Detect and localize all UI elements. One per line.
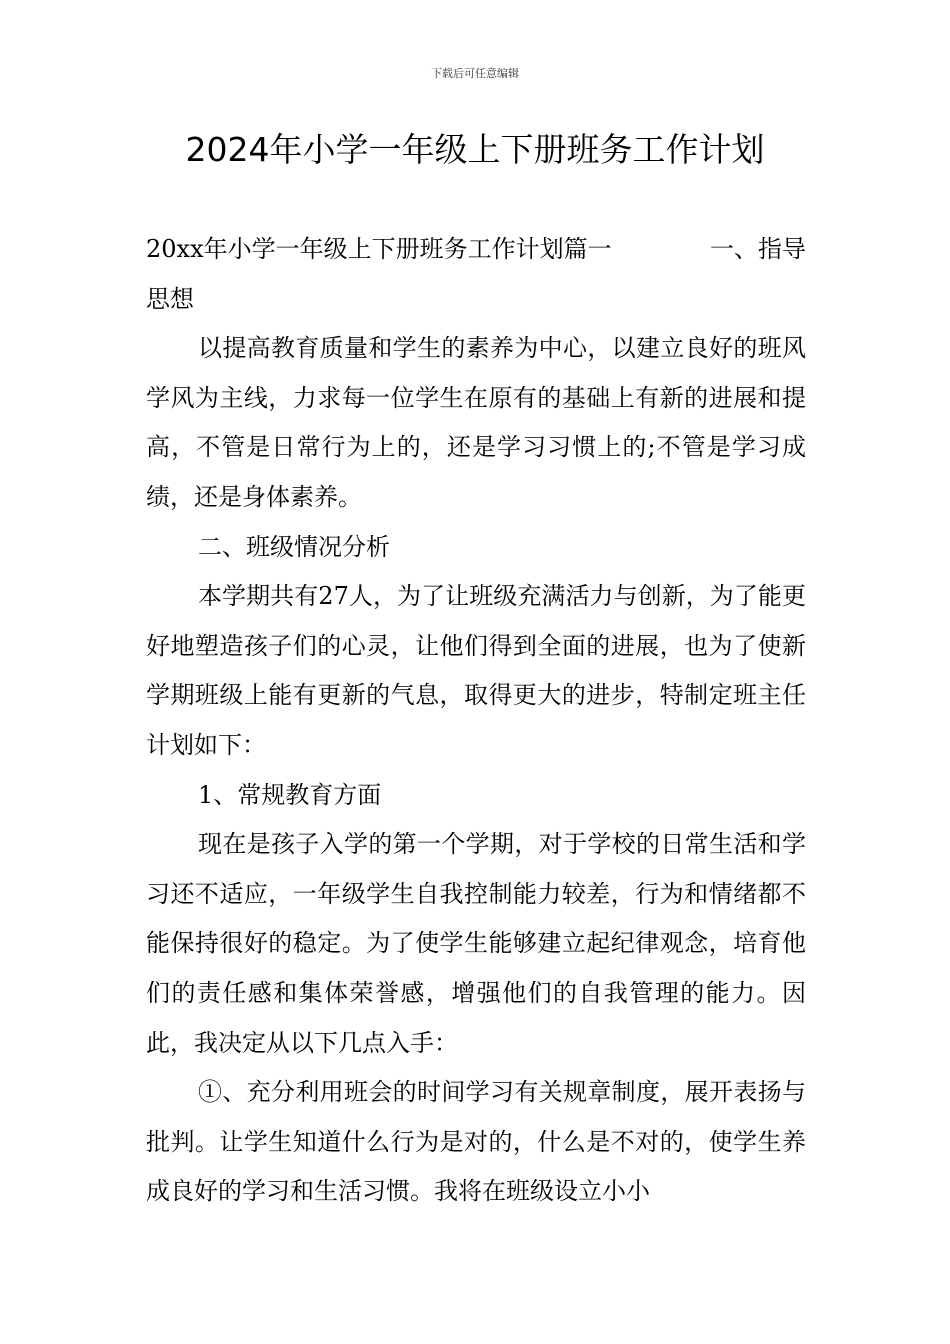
watermark-text: 下载后可任意编辑 — [431, 67, 519, 80]
section-heading-guiding: 一、指导 — [710, 235, 806, 263]
paragraph-heading-1 — [146, 225, 806, 324]
document-body — [146, 225, 806, 1217]
paragraph: 本学期共有27人，为了让班级充满活力与创新，为了能更好地塑造孩子们的心灵，让他们得到全面的进展，也为了使新学期班级上能有更新的气息，取得更大的进步，特制定班主任计划如下： — [146, 582, 806, 759]
paragraph: 现在是孩子入学的第一个学期，对于学校的日常生活和学习还不适应，一年级学生自我控制能力较差，行为和情绪都不能保持很好的稳定。为了使学生能够建立起纪律观念，培育他们的责任感和集体荣誉感，增强他们的自我管理的能力。因此，我决定从以下几点入手： — [146, 830, 806, 1057]
paragraph: 以提高教育质量和学生的素养为中心，以建立良好的班风学风为主线，力求每一位学生在原有的基础上有新的进展和提高，不管是日常行为上的，还是学习习惯上的;不管是学习成绩，还是身体素养。 — [146, 334, 806, 511]
section-heading: 1、常规教育方面 — [198, 780, 382, 809]
paragraph: ①、充分利用班会的时间学习有关规章制度，展开表扬与批判。让学生知道什么行为是对的，什么是不对的，使学生养成良好的学习和生活习惯。我将在班级设立小小 — [146, 1078, 806, 1206]
first-line-wrap: 思想 — [146, 284, 194, 313]
section-heading: 二、班级情况分析 — [198, 532, 390, 561]
first-line — [146, 225, 806, 275]
section-title: 20xx年小学一年级上下册班务工作计划篇一 — [146, 235, 612, 263]
document-title: 2024年小学一年级上下册班务工作计划 — [185, 130, 765, 169]
